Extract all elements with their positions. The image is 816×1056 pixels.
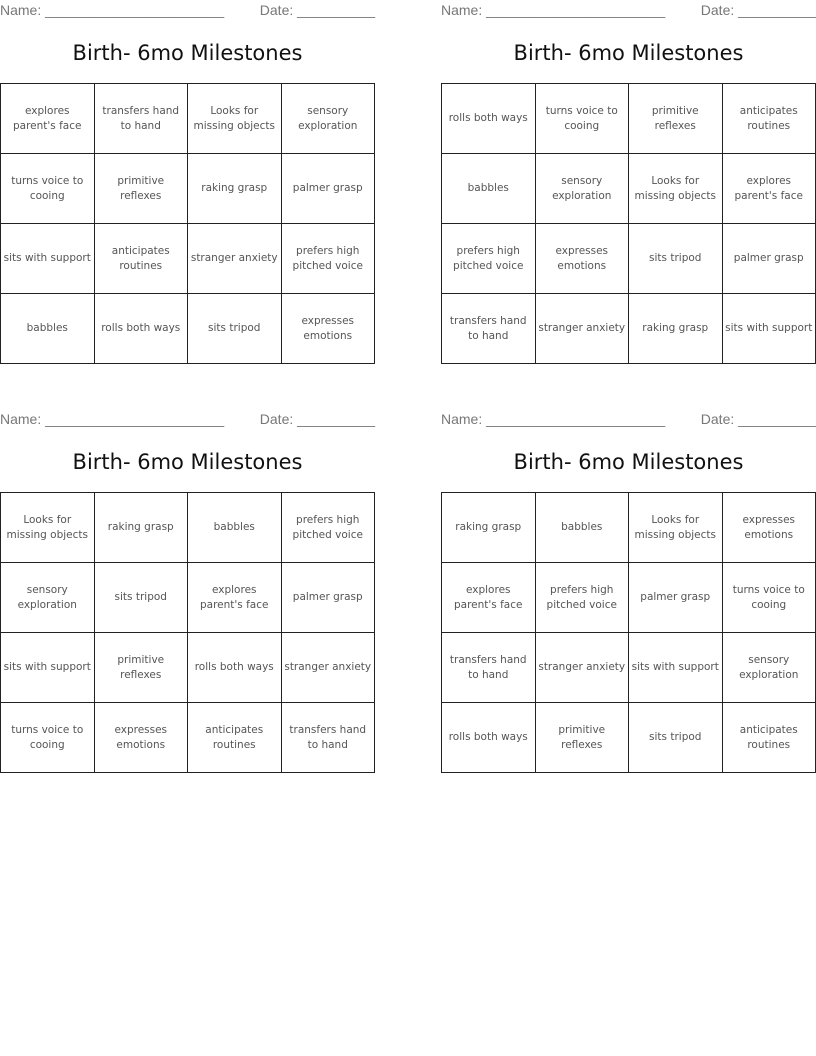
bingo-cell: palmer grasp: [281, 563, 375, 633]
grid-row: [442, 633, 816, 703]
bingo-cell: sensory exploration: [1, 563, 95, 633]
bingo-cell: Looks for missing objects: [629, 154, 723, 224]
bingo-cell: sits tripod: [629, 224, 723, 294]
bingo-cell: raking grasp: [94, 493, 188, 563]
bingo-cell: sits with support: [722, 294, 816, 364]
name-date-row: [441, 411, 816, 429]
bingo-cell: anticipates routines: [722, 703, 816, 773]
bingo-cell: expresses emotions: [281, 294, 375, 364]
bingo-cell: anticipates routines: [188, 703, 282, 773]
bingo-cell: primitive reflexes: [629, 84, 723, 154]
bingo-cell: sits tripod: [94, 563, 188, 633]
bingo-cell: turns voice to cooing: [535, 84, 629, 154]
date-field: Date: __________: [259, 411, 375, 427]
bingo-cell: palmer grasp: [722, 224, 816, 294]
bingo-cell: palmer grasp: [281, 154, 375, 224]
bingo-cell: expresses emotions: [94, 703, 188, 773]
bingo-cell: turns voice to cooing: [1, 154, 95, 224]
bingo-cell: explores parent's face: [722, 154, 816, 224]
bingo-cell: babbles: [535, 493, 629, 563]
bingo-grid: [0, 83, 375, 364]
grid-row: [442, 563, 816, 633]
grid-row: [1, 563, 375, 633]
bingo-cell: prefers high pitched voice: [535, 563, 629, 633]
bingo-cell: stranger anxiety: [188, 224, 282, 294]
bingo-cell: sensory exploration: [535, 154, 629, 224]
card-title: Birth- 6mo Milestones: [513, 41, 744, 65]
bingo-cell: babbles: [188, 493, 282, 563]
card-title: Birth- 6mo Milestones: [513, 450, 744, 474]
bingo-cell: stranger anxiety: [535, 294, 629, 364]
bingo-cell: prefers high pitched voice: [442, 224, 536, 294]
grid-row: [442, 84, 816, 154]
grid-row: [442, 154, 816, 224]
grid-row: [1, 703, 375, 773]
bingo-cell: transfers hand to hand: [94, 84, 188, 154]
date-field: Date: __________: [700, 2, 816, 18]
bingo-grid: [0, 492, 375, 773]
bingo-cell: turns voice to cooing: [722, 563, 816, 633]
bingo-cell: anticipates routines: [722, 84, 816, 154]
grid-row: [1, 154, 375, 224]
bingo-cell: babbles: [442, 154, 536, 224]
card-title: Birth- 6mo Milestones: [72, 41, 303, 65]
grid-row: [442, 294, 816, 364]
bingo-cell: sensory exploration: [281, 84, 375, 154]
grid-row: [1, 84, 375, 154]
bingo-cell: Looks for missing objects: [188, 84, 282, 154]
bingo-cell: rolls both ways: [94, 294, 188, 364]
bingo-cell: sits with support: [629, 633, 723, 703]
bingo-card: [0, 409, 375, 774]
grid-row: [1, 224, 375, 294]
name-field: Name: _______________________: [0, 411, 225, 427]
name-date-row: [0, 2, 375, 20]
bingo-cell: sits tripod: [629, 703, 723, 773]
grid-row: [442, 224, 816, 294]
bingo-cell: sits tripod: [188, 294, 282, 364]
bingo-cell: transfers hand to hand: [442, 633, 536, 703]
bingo-cell: expresses emotions: [722, 493, 816, 563]
bingo-cell: explores parent's face: [188, 563, 282, 633]
bingo-cell: primitive reflexes: [94, 154, 188, 224]
bingo-cell: primitive reflexes: [94, 633, 188, 703]
bingo-cell: babbles: [1, 294, 95, 364]
bingo-cell: primitive reflexes: [535, 703, 629, 773]
bingo-cell: raking grasp: [188, 154, 282, 224]
grid-row: [442, 493, 816, 563]
grid-row: [442, 703, 816, 773]
bingo-cell: expresses emotions: [535, 224, 629, 294]
bingo-cell: raking grasp: [629, 294, 723, 364]
bingo-cell: palmer grasp: [629, 563, 723, 633]
date-field: Date: __________: [700, 411, 816, 427]
bingo-cell: transfers hand to hand: [281, 703, 375, 773]
bingo-cell: stranger anxiety: [281, 633, 375, 703]
name-date-row: [0, 411, 375, 429]
bingo-cell: prefers high pitched voice: [281, 224, 375, 294]
grid-row: [1, 493, 375, 563]
name-field: Name: _______________________: [0, 2, 225, 18]
name-date-row: [441, 2, 816, 20]
bingo-cell: rolls both ways: [442, 84, 536, 154]
bingo-cell: Looks for missing objects: [629, 493, 723, 563]
card-title: Birth- 6mo Milestones: [72, 450, 303, 474]
date-field: Date: __________: [259, 2, 375, 18]
bingo-cell: stranger anxiety: [535, 633, 629, 703]
bingo-card: [441, 0, 816, 365]
bingo-cell: rolls both ways: [188, 633, 282, 703]
bingo-card: [0, 0, 375, 365]
grid-row: [1, 294, 375, 364]
name-field: Name: _______________________: [441, 2, 666, 18]
bingo-card: [441, 409, 816, 774]
bingo-cell: sensory exploration: [722, 633, 816, 703]
grid-row: [1, 633, 375, 703]
bingo-cell: transfers hand to hand: [442, 294, 536, 364]
bingo-cell: Looks for missing objects: [1, 493, 95, 563]
bingo-cell: sits with support: [1, 224, 95, 294]
bingo-cell: sits with support: [1, 633, 95, 703]
name-field: Name: _______________________: [441, 411, 666, 427]
bingo-cell: turns voice to cooing: [1, 703, 95, 773]
bingo-grid: [441, 83, 816, 364]
bingo-cell: anticipates routines: [94, 224, 188, 294]
bingo-cell: explores parent's face: [1, 84, 95, 154]
bingo-cell: rolls both ways: [442, 703, 536, 773]
bingo-cell: explores parent's face: [442, 563, 536, 633]
bingo-cell: prefers high pitched voice: [281, 493, 375, 563]
bingo-cell: raking grasp: [442, 493, 536, 563]
bingo-grid: [441, 492, 816, 773]
